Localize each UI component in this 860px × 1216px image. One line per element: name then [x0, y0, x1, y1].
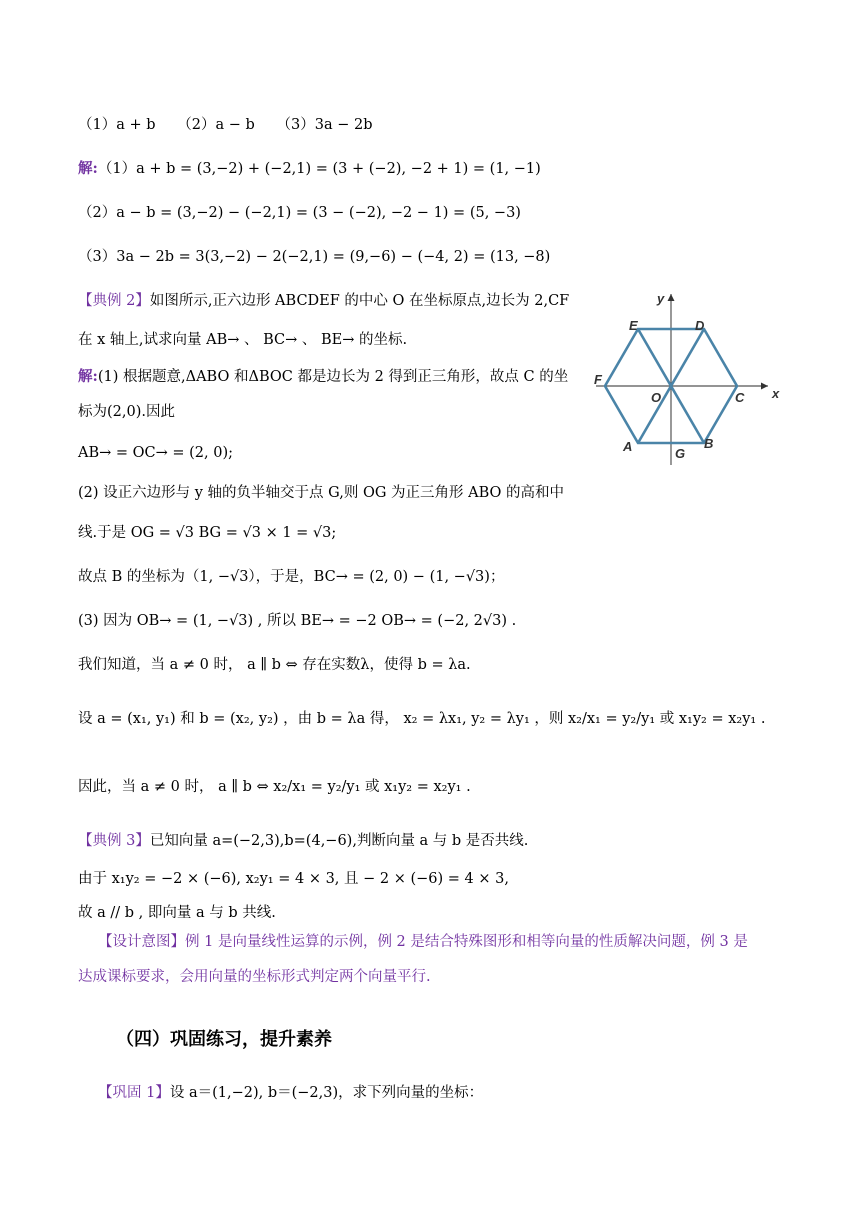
example-2-label: 【典例 2】 [78, 293, 150, 309]
practice-1 [98, 1086, 483, 1101]
solution-label: 解: [78, 368, 98, 385]
example-3-conclusion: 故 a // b , 即向量 a 与 b 共线. [78, 905, 276, 921]
example-2-solution-2-cont: 线.于是 OG = √3 BG = √3 × 1 = √3; [78, 525, 337, 541]
coordinate-derivation: 设 a = (x₁, y₁) 和 b = (x₂, y₂) ，由 b = λa 得， x₂ = λx₁, y₂ = λy₁ ，则 x₂/x₁ = y₂/y₁ 或 x₁y₂ = x₂y₁ . [78, 711, 766, 727]
solution-label: 解: [78, 160, 98, 177]
solution-text: (1) 根据题意,ΔABO 和ΔBOC 都是边长为 2 得到正三角形，故点 C 的坐 [97, 369, 569, 385]
example-2-statement [78, 294, 569, 309]
label-e: E [629, 318, 638, 333]
example-2-vector-ab: AB→ = OC→ = (2, 0); [78, 445, 234, 461]
example-2-statement-cont: 在 x 轴上,试求向量 AB→ 、 BC→ 、 BE→ 的坐标. [78, 332, 408, 348]
example-2-solution-1-cont: 标为(2,0).因此 [78, 404, 175, 420]
label-y: y [657, 291, 665, 306]
hexagon-figure [588, 285, 800, 470]
label-d: D [695, 318, 705, 333]
solution-line-3: （3）3a − 2b = 3(3,−2) − 2(−2,1) = (9,−6) − (−4, 2) = (13, −8) [78, 249, 551, 265]
collinear-condition: 我们知道，当 a ≠ 0 时， a ∥ b ⇔ 存在实数λ，使得 b = λa. [78, 657, 471, 673]
example-3-solution: 由于 x₁y₂ = −2 × (−6), x₂y₁ = 4 × 3, 且 − 2 × (−6) = 4 × 3, [78, 871, 509, 887]
exercise-items: （1）a + b （2）a − b （3）3a − 2b [78, 117, 373, 133]
solution-line-1 [78, 162, 541, 177]
section-heading: （四）巩固练习，提升素养 [116, 1029, 332, 1050]
label-x: x [772, 386, 780, 401]
solution-text: （1）a + b = (3,−2) + (−2,1) = (3 + (−2), −2 + 1) = (1, −1) [97, 161, 541, 177]
label-a: A [623, 439, 633, 454]
example-3-text: 已知向量 a=(−2,3),b=(4,−6),判断向量 a 与 b 是否共线. [149, 833, 529, 849]
label-g: G [675, 446, 686, 461]
label-c: C [735, 390, 745, 405]
coordinate-conclusion: 因此，当 a ≠ 0 时， a ∥ b ⇔ x₂/x₁ = y₂/y₁ 或 x₁y₂ = x₂y₁ . [78, 779, 471, 795]
example-3-statement [78, 834, 528, 849]
example-2-vector-bc: 故点 B 的坐标为（1, −√3），于是，BC→ = (2, 0) − (1, −√3)； [78, 569, 505, 585]
practice-1-label: 【巩固 1】 [98, 1085, 170, 1101]
design-intent: 【设计意图】例 1 是向量线性运算的示例，例 2 是结合特殊图形和相等向量的性质解决问题，例 3 是 [98, 934, 748, 950]
label-o: O [651, 390, 662, 405]
label-f: F [594, 372, 602, 387]
example-3-label: 【典例 3】 [78, 833, 150, 849]
design-intent-cont: 达成课标要求，会用向量的坐标形式判定两个向量平行. [78, 969, 431, 985]
label-b: B [704, 436, 714, 451]
example-2-text: 如图所示,正六边形 ABCDEF 的中心 O 在坐标原点,边长为 2,CF [149, 293, 570, 309]
example-2-solution-2: (2) 设正六边形与 y 轴的负半轴交于点 G,则 OG 为正三角形 ABO 的高和中 [78, 485, 565, 501]
solution-line-2: （2）a − b = (3,−2) − (−2,1) = (3 − (−2), −2 − 1) = (5, −3) [78, 205, 521, 221]
example-2-solution-1 [78, 370, 568, 385]
practice-1-text: 设 a＝(1,−2), b＝(−2,3)，求下列向量的坐标： [169, 1085, 484, 1101]
example-2-solution-3: (3) 因为 OB→ = (1, −√3) , 所以 BE→ = −2 OB→ = (−2, 2√3) . [78, 613, 517, 629]
